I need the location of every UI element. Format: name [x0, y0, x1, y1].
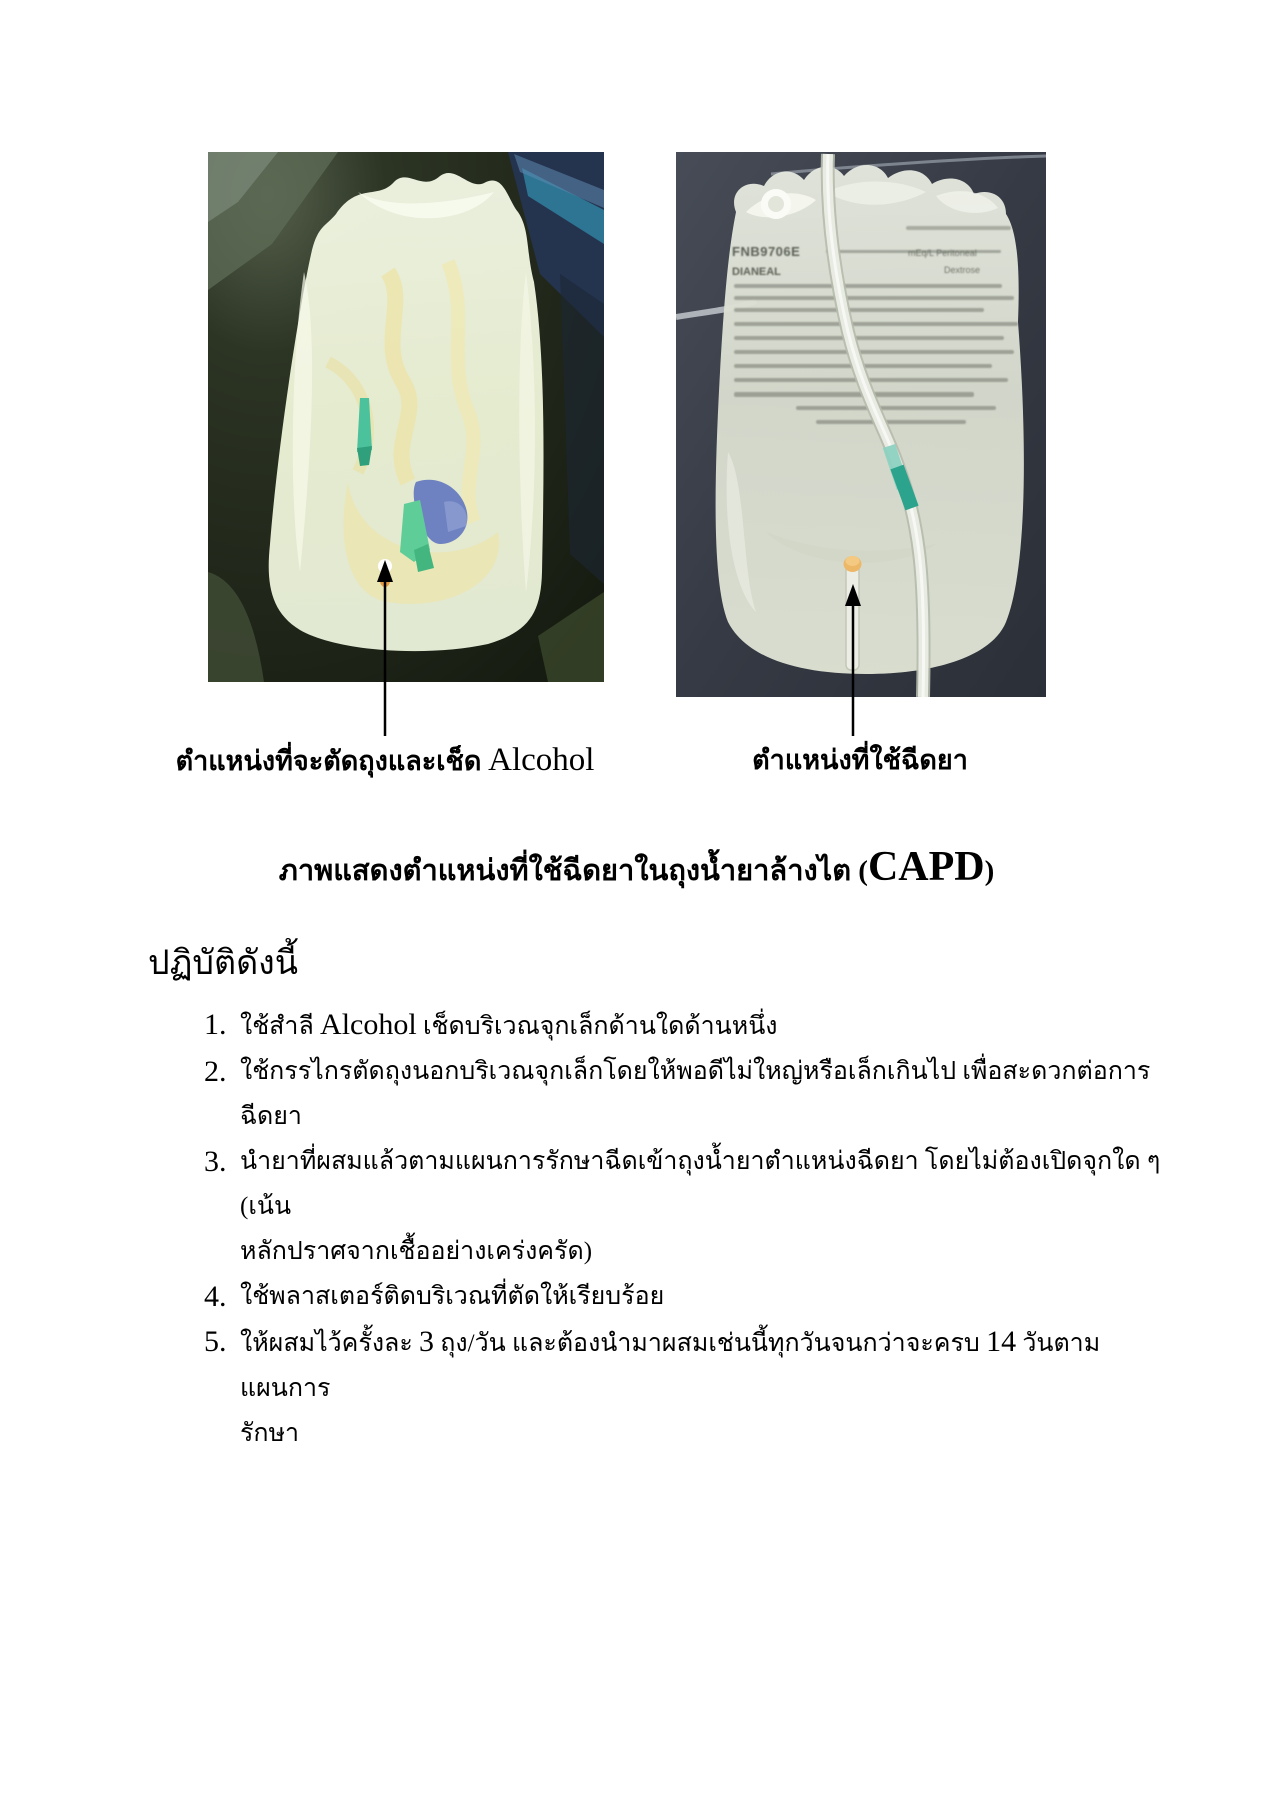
wrapped-bag-illustration [208, 152, 604, 682]
step-text [240, 1139, 1184, 1274]
label-code: FNB9706E [732, 244, 801, 259]
instruction-step [204, 1319, 1184, 1456]
step-text [240, 1274, 1184, 1319]
figure-title [0, 840, 1273, 898]
step-text-fragment: ใช้สำลี [240, 1013, 321, 1040]
step-text-fragment: วันตามแผนการ [240, 1330, 1101, 1402]
step-text-fragment: หลักปราศจากเชื้ออย่างเคร่งครัด) [240, 1238, 593, 1265]
step-number: 5. [204, 1325, 227, 1358]
step-text-fragment: ให้ผสมไว้ครั้งละ [240, 1330, 420, 1357]
step-text-fragment: 14 [986, 1325, 1017, 1358]
label-fragment-2: Dextrose [944, 265, 981, 275]
left-photo [208, 152, 604, 682]
instruction-step [204, 1274, 1184, 1319]
step-text-fragment: เช็ดบริเวณจุกเล็กด้านใดด้านหนึ่ง [416, 1013, 778, 1040]
label-fragment-1: mEq/L Peritoneal [908, 248, 977, 258]
left-caption-thai: ตำแหน่งที่จะตัดถุงและเช็ด [175, 746, 489, 776]
step-text [240, 1002, 1184, 1049]
right-arrow [842, 584, 864, 736]
step-number: 2. [204, 1055, 227, 1088]
step-text [240, 1049, 1184, 1139]
step-text-fragment: รักษา [240, 1420, 300, 1447]
step-text-fragment: ใช้พลาสเตอร์ติดบริเวณที่ตัดให้เรียบร้อย [240, 1283, 665, 1310]
step-text-fragment: 3 [419, 1325, 435, 1358]
figure-title-acronym: CAPD [867, 844, 985, 890]
step-text-fragment: ใช้กรรไกรตัดถุงนอกบริเวณจุกเล็กโดยให้พอดีไม่ใหญ่หรือเล็กเกินไป เพื่อสะดวกต่อการฉีดยา [240, 1058, 1151, 1130]
left-caption-latin: Alcohol [488, 742, 595, 778]
figure-title-pre: ภาพแสดงตำแหน่งที่ใช้ฉีดยาในถุงน้ำยาล้างไต ( [278, 855, 868, 887]
step-text-fragment: นำยาที่ผสมแล้วตามแผนการรักษาฉีดเข้าถุงน้ำยาตำแหน่งฉีดยา โดยไม่ต้องเปิดจุกใด ๆ (เน้น [240, 1148, 1161, 1220]
step-number: 4. [204, 1280, 227, 1313]
right-photo-caption [690, 736, 1030, 784]
left-photo-caption [150, 736, 620, 785]
step-number: 1. [204, 1008, 227, 1041]
instruction-step [204, 1002, 1184, 1049]
instruction-step [204, 1049, 1184, 1139]
step-text-fragment: ถุง/วัน และต้องนำมาผสมเช่นนี้ทุกวันจนกว่าจะครบ [434, 1330, 987, 1357]
dialysis-bag [716, 165, 1024, 674]
figure-title-post: ) [984, 855, 995, 887]
step-number: 3. [204, 1145, 227, 1178]
instruction-list [204, 1002, 1184, 1456]
step-text-fragment: Alcohol [320, 1008, 417, 1041]
label-brand: DIANEAL [732, 266, 781, 278]
instruction-step [204, 1139, 1184, 1274]
section-heading: ปฏิบัติดังนี้ [148, 945, 298, 982]
right-caption-thai: ตำแหน่งที่ใช้ฉีดยา [752, 745, 968, 775]
left-arrow [374, 560, 396, 736]
step-text [240, 1319, 1184, 1456]
